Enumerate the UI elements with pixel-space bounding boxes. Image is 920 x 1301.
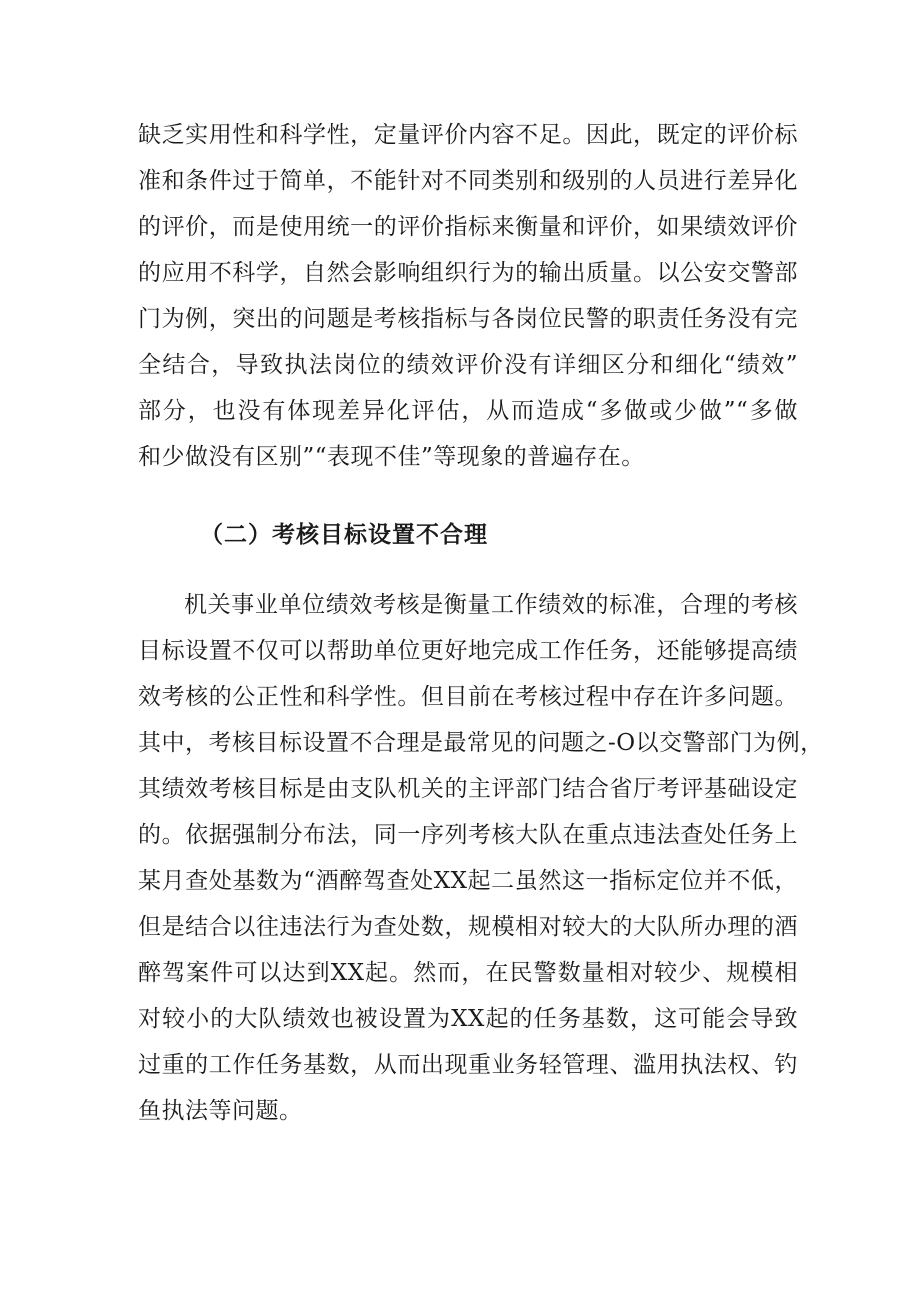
paragraph-1-line-5: 门为例，突出的问题是考核指标与各岗位民警的职责任务没有完 [138, 306, 798, 332]
paragraph-2-line-5: 其绩效考核目标是由支队机关的主评部门结合省厅考评基础设定 [138, 776, 798, 802]
paragraph-2-line-1: 机关事业单位绩效考核是衡量工作绩效的标准，合理的考核 [184, 592, 798, 618]
paragraph-2-line-10: 对较小的大队绩效也被设置为XX起的任务基数，这可能会导致 [138, 1006, 798, 1032]
paragraph-1-line-3: 的评价，而是使用统一的评价指标来衡量和评价，如果绩效评价 [138, 214, 798, 240]
paragraph-2-line-8: 但是结合以往违法行为查处数，规模相对较大的大队所办理的酒 [138, 914, 798, 940]
section-heading: （二）考核目标设置不合理 [200, 521, 488, 548]
paragraph-1-line-1: 缺乏实用性和科学性，定量评价内容不足。因此，既定的评价标 [138, 122, 798, 148]
paragraph-2-line-11: 过重的工作任务基数，从而出现重业务轻管理、滥用执法权、钓 [138, 1052, 798, 1078]
paragraph-1-line-8: 和少做没有区别”“表现不佳”等现象的普遍存在。 [138, 444, 645, 470]
paragraph-2-line-6: 的。依据强制分布法，同一序列考核大队在重点违法查处任务上 [138, 822, 798, 848]
paragraph-1-line-7: 部分，也没有体现差异化评估，从而造成“多做或少做”“多做 [138, 398, 798, 424]
paragraph-2-line-12: 鱼执法等问题。 [138, 1098, 303, 1124]
paragraph-2-line-3: 效考核的公正性和科学性。但目前在考核过程中存在许多问题。 [138, 684, 798, 710]
paragraph-1-line-2: 准和条件过于简单，不能针对不同类别和级别的人员进行差异化 [138, 168, 798, 194]
paragraph-2-line-2: 目标设置不仅可以帮助单位更好地完成工作任务，还能够提高绩 [138, 638, 798, 664]
paragraph-2-line-4: 其中，考核目标设置不合理是最常见的问题之-O以交警部门为例， [138, 730, 824, 756]
paragraph-1-line-6: 全结合，导致执法岗位的绩效评价没有详细区分和细化“绩效” [138, 352, 798, 378]
paragraph-2-line-7: 某月查处基数为“酒醉驾查处XX起二虽然这一指标定位并不低， [138, 868, 798, 894]
paragraph-1-line-4: 的应用不科学，自然会影响组织行为的输出质量。以公安交警部 [138, 260, 798, 286]
paragraph-2-line-9: 醉驾案件可以达到XX起。然而，在民警数量相对较少、规模相 [138, 960, 798, 986]
